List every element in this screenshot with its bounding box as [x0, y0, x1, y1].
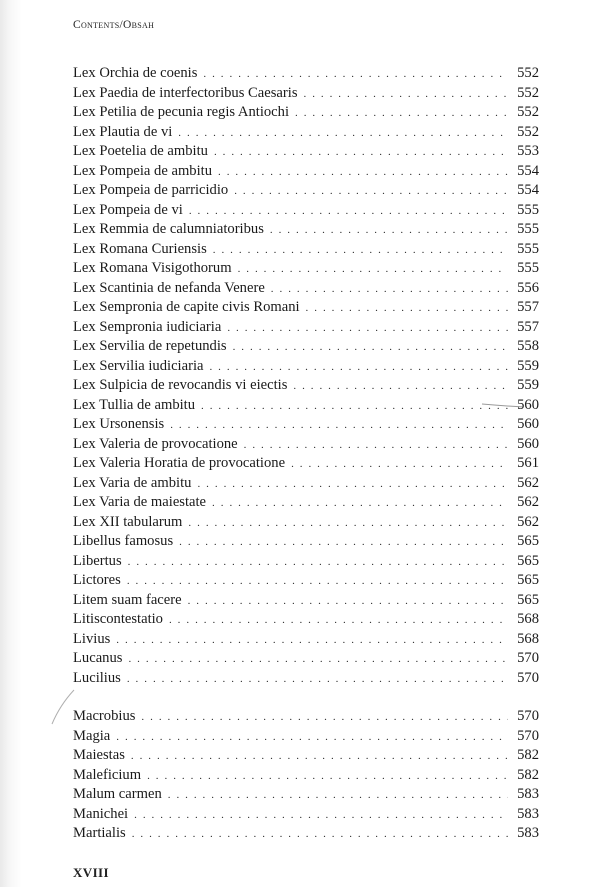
- dot-leader: [213, 241, 508, 261]
- toc-entry-page-number: 556: [517, 279, 539, 296]
- dot-leader: [116, 631, 508, 651]
- toc-entry-title: Malum carmen: [73, 786, 162, 802]
- toc-entry: [73, 669, 539, 689]
- toc-entry: [73, 805, 539, 825]
- toc-entry: [73, 610, 539, 630]
- dot-leader: [270, 221, 508, 241]
- toc-entry-page-number: 583: [517, 825, 539, 841]
- toc-entry-title: Lex Sulpicia de revocandis vi eiectis: [73, 377, 288, 393]
- toc-entry-page-number: 583: [517, 786, 539, 802]
- toc-entry-title: Livius: [73, 630, 111, 647]
- toc-entry: [73, 240, 539, 260]
- toc-entry-page-number: 557: [517, 318, 539, 335]
- toc-entry: [73, 571, 539, 591]
- dot-leader: [306, 299, 508, 319]
- toc-entry-title: Lex XII tabularum: [73, 513, 183, 530]
- dot-leader: [218, 163, 508, 183]
- toc-entry-title: Lex Sempronia iudiciaria: [73, 318, 222, 335]
- toc-entry-title: Manichei: [73, 805, 129, 822]
- toc-entry: [73, 84, 539, 104]
- dot-leader: [293, 377, 508, 397]
- toc-entry-title: Lucanus: [73, 650, 123, 666]
- toc-entry: [73, 532, 539, 552]
- toc-entry: [73, 493, 539, 513]
- toc-entry-title: Lex Pompeia de ambitu: [73, 162, 213, 179]
- toc-group: [73, 707, 539, 844]
- dot-leader: [188, 514, 508, 534]
- toc-entry: [73, 766, 539, 786]
- dot-leader: [209, 358, 508, 378]
- toc-entry: [73, 435, 539, 455]
- dot-leader: [168, 786, 508, 806]
- toc-entry-page-number: 555: [517, 240, 539, 257]
- toc-entry-page-number: 553: [517, 143, 539, 159]
- toc-entry: [73, 396, 539, 416]
- dot-leader: [128, 553, 508, 573]
- dot-leader: [131, 747, 508, 767]
- toc-entry: [73, 474, 539, 494]
- dot-leader: [197, 475, 508, 495]
- toc-entry-page-number: 570: [517, 669, 539, 686]
- toc-entry: [73, 181, 539, 201]
- toc-entry: [73, 337, 539, 357]
- toc-entry-page-number: 570: [517, 650, 539, 666]
- toc-entry: [73, 746, 539, 766]
- toc-entry-title: Litem suam facere: [73, 591, 182, 608]
- dot-leader: [188, 592, 508, 612]
- toc-entry-page-number: 565: [517, 572, 539, 588]
- dot-leader: [169, 611, 508, 631]
- toc-entry-title: Libertus: [73, 552, 122, 569]
- toc-entry: [73, 649, 539, 669]
- toc-entry: [73, 727, 539, 747]
- dot-leader: [201, 397, 508, 417]
- toc-entry-page-number: 562: [517, 474, 539, 491]
- toc-entry-page-number: 558: [517, 338, 539, 354]
- toc-entry-title: Lex Varia de ambitu: [73, 474, 192, 491]
- dot-leader: [214, 143, 508, 163]
- toc-entry-title: Lex Romana Visigothorum: [73, 260, 232, 276]
- dot-leader: [291, 455, 508, 475]
- toc-entry: [73, 259, 539, 279]
- toc-entry-page-number: 559: [517, 377, 539, 393]
- toc-entry: [73, 824, 539, 844]
- toc-entry-title: Lex Valeria Horatia de provocatione: [73, 455, 286, 471]
- dot-leader: [147, 767, 508, 787]
- dot-leader: [233, 338, 508, 358]
- dot-leader: [203, 65, 508, 85]
- toc-entry-title: Libellus famosus: [73, 533, 174, 549]
- toc-entry-page-number: 554: [517, 162, 539, 179]
- toc-entry-title: Lex Remmia de calumniatoribus: [73, 221, 264, 237]
- toc-entry-page-number: 570: [517, 727, 539, 744]
- table-of-contents: [73, 64, 539, 844]
- toc-entry-title: Lex Poetelia de ambitu: [73, 143, 208, 159]
- toc-entry: [73, 707, 539, 727]
- toc-entry-title: Lex Petilia de pecunia regis Antiochi: [73, 104, 290, 120]
- toc-entry: [73, 142, 539, 162]
- toc-entry-page-number: 552: [517, 84, 539, 101]
- toc-entry-page-number: 582: [517, 766, 539, 783]
- dot-leader: [179, 533, 508, 553]
- toc-entry-page-number: 565: [517, 533, 539, 549]
- toc-entry: [73, 162, 539, 182]
- dot-leader: [295, 104, 508, 124]
- toc-entry-page-number: 568: [517, 611, 539, 627]
- toc-entry-title: Lex Orchia de coenis: [73, 65, 198, 81]
- toc-entry-page-number: 552: [517, 65, 539, 81]
- toc-entry-page-number: 554: [517, 182, 539, 198]
- toc-entry: [73, 103, 539, 123]
- dot-leader: [212, 494, 508, 514]
- toc-entry-page-number: 568: [517, 630, 539, 647]
- toc-entry-page-number: 565: [517, 552, 539, 569]
- toc-entry: [73, 454, 539, 474]
- dot-leader: [244, 436, 508, 456]
- toc-entry-title: Lex Sempronia de capite civis Romani: [73, 299, 300, 315]
- toc-entry-title: Lex Paedia de interfectoribus Caesaris: [73, 84, 298, 101]
- toc-entry-page-number: 583: [517, 805, 539, 822]
- toc-entry-title: Lex Tullia de ambitu: [73, 396, 196, 413]
- toc-entry-title: Lex Ursonensis: [73, 416, 165, 432]
- toc-entry: [73, 64, 539, 84]
- toc-entry-page-number: 557: [517, 299, 539, 315]
- toc-entry-title: Magia: [73, 727, 111, 744]
- toc-entry: [73, 357, 539, 377]
- toc-entry-page-number: 559: [517, 357, 539, 374]
- toc-group: [73, 64, 539, 688]
- toc-entry-title: Maiestas: [73, 747, 125, 763]
- toc-entry: [73, 298, 539, 318]
- toc-entry-title: Lex Pompeia de parricidio: [73, 182, 229, 198]
- dot-leader: [227, 319, 508, 339]
- toc-entry-page-number: 555: [517, 221, 539, 237]
- toc-entry: [73, 591, 539, 611]
- dot-leader: [141, 708, 508, 728]
- toc-entry-title: Martialis: [73, 825, 126, 841]
- toc-entry-page-number: 582: [517, 747, 539, 763]
- toc-entry-title: Lex Servilia iudiciaria: [73, 357, 204, 374]
- toc-entry-page-number: 565: [517, 591, 539, 608]
- toc-entry: [73, 785, 539, 805]
- toc-entry-title: Maleficium: [73, 766, 142, 783]
- page-folio: XVIII: [73, 865, 109, 880]
- dot-leader: [170, 416, 508, 436]
- toc-entry: [73, 630, 539, 650]
- toc-entry-title: Lex Romana Curiensis: [73, 240, 207, 257]
- dot-leader: [134, 806, 508, 826]
- toc-entry-title: Lex Scantinia de nefanda Venere: [73, 279, 265, 296]
- toc-entry-title: Lex Pompeia de vi: [73, 201, 183, 218]
- dot-leader: [178, 124, 508, 144]
- dot-leader: [116, 728, 508, 748]
- toc-entry-title: Lex Servilia de repetundis: [73, 338, 227, 354]
- dot-leader: [304, 85, 509, 105]
- toc-entry-title: Lictores: [73, 572, 121, 588]
- dot-leader: [271, 280, 508, 300]
- toc-entry-page-number: 561: [517, 455, 539, 471]
- toc-entry-page-number: 552: [517, 123, 539, 140]
- toc-entry: [73, 415, 539, 435]
- toc-entry: [73, 318, 539, 338]
- toc-entry: [73, 513, 539, 533]
- toc-entry-title: Macrobius: [73, 708, 136, 724]
- toc-entry: [73, 279, 539, 299]
- running-head: Contents/Obsah: [73, 19, 155, 31]
- dot-leader: [127, 670, 508, 690]
- toc-entry-title: Lucilius: [73, 669, 121, 686]
- toc-entry-title: Lex Valeria de provocatione: [73, 435, 238, 452]
- toc-entry-page-number: 560: [517, 435, 539, 452]
- toc-entry-page-number: 555: [517, 201, 539, 218]
- toc-entry-title: Lex Plautia de vi: [73, 123, 173, 140]
- dot-leader: [234, 182, 508, 202]
- dot-leader: [238, 260, 508, 280]
- toc-entry-page-number: 562: [517, 494, 539, 510]
- toc-entry-title: Lex Varia de maiestate: [73, 494, 207, 510]
- dot-leader: [127, 572, 508, 592]
- toc-entry-page-number: 552: [517, 104, 539, 120]
- dot-leader: [189, 202, 508, 222]
- toc-entry-page-number: 560: [517, 396, 539, 413]
- toc-entry-page-number: 562: [517, 513, 539, 530]
- toc-entry-title: Litiscontestatio: [73, 611, 163, 627]
- toc-entry-page-number: 555: [517, 260, 539, 276]
- toc-entry: [73, 201, 539, 221]
- dot-leader: [128, 650, 508, 670]
- toc-entry: [73, 376, 539, 396]
- dot-leader: [132, 825, 508, 845]
- toc-entry: [73, 123, 539, 143]
- toc-entry-page-number: 560: [517, 416, 539, 432]
- toc-entry-page-number: 570: [517, 708, 539, 724]
- toc-entry: [73, 220, 539, 240]
- toc-entry: [73, 552, 539, 572]
